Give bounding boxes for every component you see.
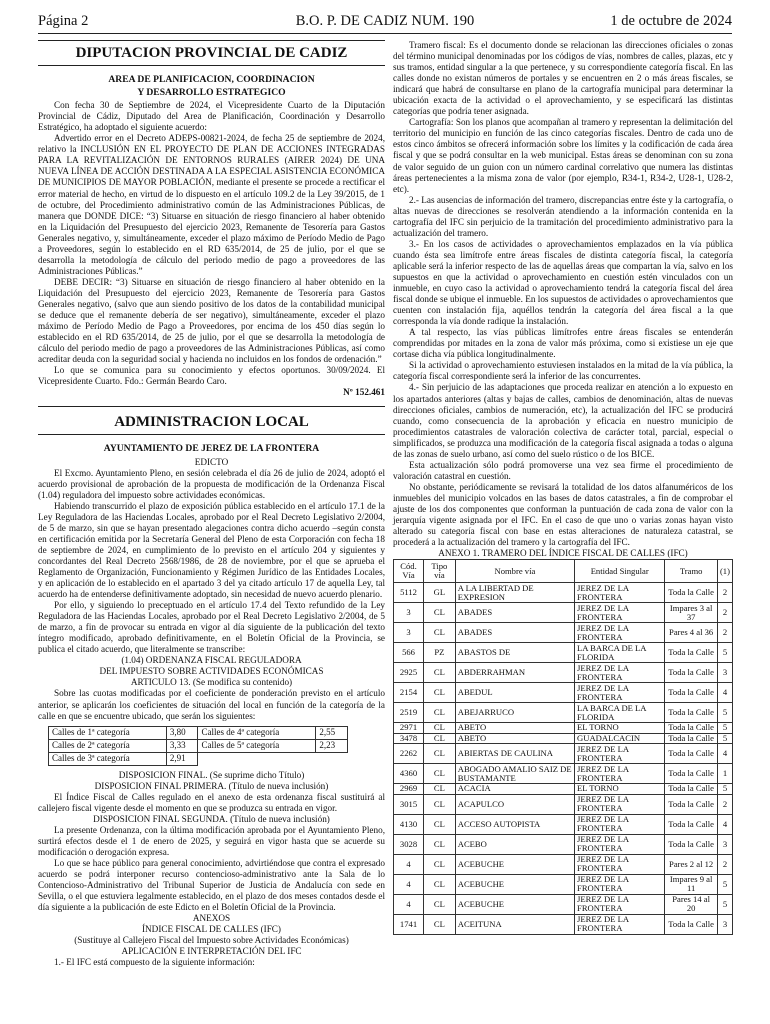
paragraph: 2.- Las ausencias de información del tramero, discrepancias entre éste y la cartografía, o altas nuevas de direcciones se resolverán atendiendo a la información contenida en la cartografía del IFC sin perjuicio de la tramitación del procedimiento administrativo para la actualización del tramero.	[393, 194, 733, 238]
table-cell: 5	[717, 643, 732, 663]
paragraph: Lo que se hace público para general conocimiento, advirtiéndose que contra el expresado acuerdo se podrá interponer recurso contencioso-administrativo ante la Sala de lo Contencioso-Administrativo del Tribunal Superior de Justicia de Andalucía con sede en Sevilla, o el que estuviera legalmente establecido, en el plazo de dos meses contados desde el día siguiente a la publicación de este Edicto en el Boletín Oficial de la Provincia.	[38, 858, 385, 913]
table-cell: 1	[717, 764, 732, 784]
annex-subheading: ÍNDICE FISCAL DE CALLES (IFC)	[141, 924, 281, 935]
table-cell: LA BARCA DE LA FLORIDA	[575, 643, 665, 663]
table-cell: ACEBUCHE	[455, 854, 574, 874]
ayuntamiento-title: AYUNTAMIENTO DE JEREZ DE LA FRONTERA	[103, 443, 320, 455]
table-cell: 2	[717, 623, 732, 643]
table-row	[394, 834, 733, 854]
table-cell: ACEBO	[455, 834, 574, 854]
table-cell: ABIERTAS DE CAULINA	[455, 744, 574, 764]
table-cell: CL	[424, 733, 456, 744]
table-cell: JEREZ DE LA FRONTERA	[575, 894, 665, 914]
table-row	[394, 914, 733, 934]
table-cell: 3	[717, 834, 732, 854]
paragraph: Con fecha 30 de Septiembre de 2024, el Vicepresidente Cuarto de la Diputación Provincial de Cádiz, Diputado del Area de Planificación, Coordinación y Desarrollo Estratégico, ha adoptado el siguiente acuerdo:	[38, 100, 385, 133]
table-cell: 2262	[394, 744, 424, 764]
table-row	[49, 726, 348, 739]
table-cell: 4360	[394, 764, 424, 784]
paragraph: Sobre las cuotas modificadas por el coeficiente de ponderación previsto en el artículo anterior, se aplicarán los coeficientes de situación del local en función de la categoría de la calle en que se encuentre ubicado, que serán los siguientes:	[38, 688, 385, 721]
table-cell: CL	[424, 603, 456, 623]
table-cell	[198, 752, 316, 765]
paragraph: 4.- Sin perjuicio de las adaptaciones que proceda realizar en atención a lo expuesto en los apartados anteriores (altas y bajas de calles, cambios de denominación, altas de nuevas direcciones oficiales, cambios de numeración, etc), la actualización del IFC se producirá cuando, como consecuencia de la aprobación y eficacia en nuestro municipio de procedimientos catastrales de valoración colectiva de carácter total, parcial, especial o simplificados, se produzca una modificación de la categoría fiscal asignada a todas o alguna de las zonas de suelo urbano, así como del suelo rústico o de los BICE.	[393, 382, 733, 459]
table-cell: ACAPULCO	[455, 794, 574, 814]
table-cell: Toda la Calle	[665, 744, 718, 764]
column-header: Entidad Singular	[575, 560, 665, 583]
paragraph: Si la actividad o aprovechamiento estuviesen instalados en la mitad de la vía pública, la categoría fiscal correspondiente será la inferior de las concurrentes.	[393, 360, 733, 382]
paragraph: El Excmo. Ayuntamiento Pleno, en sesión celebrada el día 26 de julio de 2024, adoptó el acuerdo provisional de aprobación de la propuesta de modificación de la Ordenanza Fiscal (1.04) reguladora del impuesto sobre actividades económicas.	[38, 467, 385, 500]
column-header: (1)	[717, 560, 732, 583]
table-row	[394, 663, 733, 683]
table-cell: 4130	[394, 814, 424, 834]
announcement-number-row	[38, 387, 385, 398]
table-cell: Toda la Calle	[665, 683, 718, 703]
column-header: Nombre vía	[455, 560, 574, 583]
paragraph: 1.- El IFC está compuesto de la siguiente información:	[54, 957, 255, 968]
table-row	[394, 874, 733, 894]
paragraph: Por ello, y siguiendo lo preceptuado en el artículo 17.4 del Texto refundido de la Ley Reguladora de las Haciendas Locales, aprobado por el Real Decreto Legislativo 2/2004, de 5 de marzo, a fin de provocar su entrada en vigor al día siguiente de la publicación del texto íntegro modificado, aprobado definitivamente, en el Boletín Oficial de la Provincia, se publica el citado acuerdo, que literalmente se transcribe:	[38, 600, 385, 655]
table-cell: ABEJARRUCO	[455, 703, 574, 723]
table-cell: 4	[717, 744, 732, 764]
table-row	[394, 733, 733, 744]
paragraph: 3.- En los casos de actividades o aprovechamientos emplazados en la vía pública cuando ésta sea limítrofe entre áreas fiscales de distinta categoría fiscal, la categoría aplicable será la inferior respecto de las de aquellas áreas que compartan la vía, salvo en los supuestos en que la actividad o aprovechamiento en cuestión estén vinculados con un inmueble, en cuyo caso la actividad o aprovechamiento tendrá la categoría fiscal del área fiscal donde se ubique el inmueble. En los supuestos de actividades o aprovechamientos que cuenten con instalación fija, aquéllos tendrán la categoría del área fiscal a la que corresponda la vía donde radique la instalación.	[393, 238, 733, 327]
table-cell: 3	[717, 663, 732, 683]
table-cell: Calles de 3ª categoría	[49, 752, 167, 765]
table-cell: Pares 4 al 36	[665, 623, 718, 643]
area-title-line1: AREA DE PLANIFICACION, COORDINACION	[108, 74, 315, 86]
table-cell: CL	[424, 914, 456, 934]
divider	[38, 406, 385, 407]
table-cell: 4	[394, 854, 424, 874]
column-header: Cód. Vía	[394, 560, 424, 583]
ordinance-title-1: (1.04) ORDENANZA FISCAL REGULADORA	[121, 655, 302, 666]
table-row	[394, 744, 733, 764]
table-cell: CL	[424, 794, 456, 814]
table-cell: 3	[394, 623, 424, 643]
table-cell: 4	[394, 874, 424, 894]
table-cell: CL	[424, 874, 456, 894]
table-cell: JEREZ DE LA FRONTERA	[575, 744, 665, 764]
table-cell: Toda la Calle	[665, 643, 718, 663]
table-title: ANEXO 1. TRAMERO DEL ÍNDICE FISCAL DE CALLES (IFC)	[438, 548, 688, 559]
table-cell: ACEITUNA	[455, 914, 574, 934]
paragraph: La presente Ordenanza, con la última modificación aprobada por el Ayuntamiento Pleno, surtirá efectos desde el 1 de enero de 2025, y seguirá en vigor hasta que se acuerde su modificación o derogación expresa.	[38, 824, 385, 857]
annex-note: (Sustituye al Callejero Fiscal del Impuesto sobre Actividades Económicas)	[74, 935, 349, 946]
table-cell: Impares 9 al 11	[665, 874, 718, 894]
table-cell: 2,55	[316, 726, 348, 739]
edicto-title: EDICTO	[194, 456, 229, 467]
paragraph: Cartografía: Son los planos que acompañan al tramero y representan la delimitación del territorio del municipio en función de las cinco categorías fiscales. Dentro de cada uno de estos cinco ámbitos se ofrecerá información sobre los límites y la codificación de cada área fiscal y que se podrá consultar en la web municipal. Estas áreas se denominan con su zona de valor seguido de un guion con un número cardinal correlativo que numera las distintas áreas pertenecientes a la misma zona de valor (por ejemplo, R34-1, R34-2, U28-1, U28-2, etc).	[393, 117, 733, 194]
table-cell: ACEBUCHE	[455, 894, 574, 914]
table-cell: Toda la Calle	[665, 784, 718, 795]
table-cell: ABOGADO AMALIO SAIZ DE BUSTAMANTE	[455, 764, 574, 784]
paragraph: DEBE DECIR: “3) Situarse en situación de riesgo financiero al haber obtenido en la Liquidación del Presupuesto del ejercicio 2023, Remanente de Tesorería para Gastos Generales negativo, (salvo que aun siendo positivo de los datos de la contabilidad municipal se deduce que el remanente debería de ser negativo), simultáneamente, exceder el plazo máximo de Período Medio de Pago a Proveedores, por encima de los 450 días según lo establecido en el RD 635/2014, de 25 de julio, por el que se desarrolla la metodología de cálculo del periodo medio de pago a proveedores de las Administraciones Públicas, así como acreditar deuda con la seguridad social y hacienda no incluidos en los fondos de ordenación.”	[38, 276, 385, 365]
table-cell: 4	[717, 683, 732, 703]
table-cell: Toda la Calle	[665, 583, 718, 603]
annex-subheading: APLICACIÓN E INTERPRETACIÓN DEL IFC	[121, 946, 302, 957]
table-cell: 2	[717, 854, 732, 874]
table-row	[394, 784, 733, 795]
table-cell: ABADES	[455, 603, 574, 623]
table-cell: Toda la Calle	[665, 723, 718, 734]
table-cell: Toda la Calle	[665, 733, 718, 744]
publication-date: 1 de octubre de 2024	[610, 13, 732, 29]
table-cell: JEREZ DE LA FRONTERA	[575, 764, 665, 784]
table-row	[394, 894, 733, 914]
table-cell: Toda la Calle	[665, 814, 718, 834]
table-cell: Pares 2 al 12	[665, 854, 718, 874]
table-row	[394, 583, 733, 603]
paragraph: No obstante, periódicamente se revisará la totalidad de los datos alfanuméricos de los inmuebles del municipio volcados en las bases de datos catastrales, a fin de comprobar el ajuste de los dos componentes que conforman la puntuación de cada zona de valor con la jerarquía vigente asignada por el IFC. En el caso de que uno o varias zonas hayan visto alterado su categoría fiscal con base en estas alteraciones de naturaleza catastral, se procederá a la actualización del tramero y la cartografía del IFC.	[393, 481, 733, 548]
table-cell: 2	[717, 603, 732, 623]
table-cell: CL	[424, 744, 456, 764]
column-header: Tramo	[665, 560, 718, 583]
table-row	[394, 643, 733, 663]
table-row	[394, 764, 733, 784]
table-cell: 3	[394, 603, 424, 623]
ordinance-title-2: DEL IMPUESTO SOBRE ACTIVIDADES ECONÓMICAS	[99, 666, 324, 677]
table-cell: CL	[424, 894, 456, 914]
table-cell: 5	[717, 784, 732, 795]
table-header-row	[394, 560, 733, 583]
table-cell: 2	[717, 794, 732, 814]
table-cell: Calles de 2ª categoría	[49, 739, 167, 752]
disposition-heading: DISPOSICION FINAL SEGUNDA. (Título de nueva inclusión)	[93, 813, 330, 824]
table-row	[394, 703, 733, 723]
table-cell: 2925	[394, 663, 424, 683]
tramero-table	[393, 559, 733, 935]
table-cell: 4	[717, 814, 732, 834]
left-column	[38, 40, 385, 968]
table-cell	[316, 752, 348, 765]
table-cell: Toda la Calle	[665, 834, 718, 854]
table-cell: ACEBUCHE	[455, 874, 574, 894]
paragraph: Lo que se comunica para su conocimiento y efectos oportunos. 30/09/2024. El Vicepresidente Cuarto. Fdo.: Germán Beardo Caro.	[38, 365, 385, 387]
table-cell: 3	[717, 914, 732, 934]
table-row	[394, 854, 733, 874]
annex-heading: ANEXOS	[192, 913, 231, 924]
table-cell: JEREZ DE LA FRONTERA	[575, 854, 665, 874]
table-cell: 5	[717, 894, 732, 914]
table-cell: 2154	[394, 683, 424, 703]
table-cell: JEREZ DE LA FRONTERA	[575, 814, 665, 834]
table-cell: Calles de 5ª categoría	[198, 739, 316, 752]
table-cell: JEREZ DE LA FRONTERA	[575, 834, 665, 854]
table-row	[49, 752, 348, 765]
table-cell: 2,23	[316, 739, 348, 752]
announcement-number: Nº 152.461	[343, 387, 385, 398]
table-cell: JEREZ DE LA FRONTERA	[575, 914, 665, 934]
table-cell: 5	[717, 733, 732, 744]
table-cell: JEREZ DE LA FRONTERA	[575, 794, 665, 814]
table-cell: ABETO	[455, 733, 574, 744]
table-cell: 5	[717, 703, 732, 723]
table-cell: 1741	[394, 914, 424, 934]
table-cell: CL	[424, 784, 456, 795]
table-row	[49, 739, 348, 752]
table-cell: 2	[717, 583, 732, 603]
table-cell: 3028	[394, 834, 424, 854]
table-cell: ABDERRAHMAN	[455, 663, 574, 683]
table-cell: 3015	[394, 794, 424, 814]
table-cell: CL	[424, 854, 456, 874]
table-cell: GL	[424, 583, 456, 603]
table-cell: JEREZ DE LA FRONTERA	[575, 874, 665, 894]
table-row	[394, 794, 733, 814]
paragraph: Esta actualización sólo podrá promoverse una vez sea firme el procedimiento de valoración catastral en cuestión.	[393, 459, 733, 481]
table-cell: 5112	[394, 583, 424, 603]
table-cell: EL TORNO	[575, 723, 665, 734]
table-cell: 5	[717, 874, 732, 894]
table-cell: ABEDUL	[455, 683, 574, 703]
table-cell: CL	[424, 683, 456, 703]
paragraph: Advertido error en el Decreto ADEPS-00821-2024, de fecha 25 de septiembre de 2024, relativo la INCLUSIÓN EN EL PROYECTO DE PLAN DE ACCIONES INTEGRADAS PARA LA REVITALIZACIÓN DE ENTORNOS RURALES (AIRER 2024) DE UNA NUEVA LÍNEA DE ACCIÓN DESTINADA A LA ESPECIAL ASISTENCIA ECONÓMICA DE MUNICIPIOS DE MAYOR POBLACIÓN, mediante el presente se procede a rectificar el error material de hecho, en virtud de lo dispuesto en el artículo 109.2 de la Ley 39/2015, de 1 de octubre, del Procedimiento administrativo común de las Administraciones Públicas, de manera que DONDE DICE: “3) Situarse en situación de riesgo financiero al haber obtenido en la Liquidación del Presupuesto del ejercicio 2023, Remanente de Tesorería para Gastos Generales negativo, y, simultáneamente, exceder el plazo máximo de Período Medio de Pago a Proveedores, según lo establecido en el RD 635/2014, de 25 de julio, por el que se desarrolla la metodología de cálculo del periodo medio de pago a proveedores de las Administraciones Públicas.”	[38, 133, 385, 276]
table-cell: JEREZ DE LA FRONTERA	[575, 623, 665, 643]
section-title-diputacion: DIPUTACION PROVINCIAL DE CADIZ	[38, 40, 385, 66]
page-number: Página 2	[38, 13, 89, 29]
table-row	[394, 723, 733, 734]
disposition-heading: DISPOSICION FINAL. (Se suprime dicho Título)	[118, 769, 305, 780]
table-cell: 566	[394, 643, 424, 663]
table-cell: Toda la Calle	[665, 764, 718, 784]
table-cell: 5	[717, 723, 732, 734]
table-cell: CL	[424, 834, 456, 854]
table-cell: 2,91	[166, 752, 198, 765]
table-cell: CL	[424, 663, 456, 683]
table-cell: 2971	[394, 723, 424, 734]
table-cell: GUADALCACIN	[575, 733, 665, 744]
table-row	[394, 683, 733, 703]
table-cell: CL	[424, 703, 456, 723]
table-cell: Calles de 4ª categoría	[198, 726, 316, 739]
ordinance-article: ARTICULO 13. (Se modifica su contenido)	[130, 677, 293, 688]
disposition-heading: DISPOSICION FINAL PRIMERA. (Título de nueva inclusión)	[94, 780, 329, 791]
table-cell: 2969	[394, 784, 424, 795]
table-cell: CL	[424, 814, 456, 834]
table-cell: 3,33	[166, 739, 198, 752]
right-column	[393, 40, 733, 935]
table-cell: 3478	[394, 733, 424, 744]
page-header	[38, 13, 732, 34]
table-cell: Pares 14 al 20	[665, 894, 718, 914]
table-cell: Toda la Calle	[665, 794, 718, 814]
table-cell: 4	[394, 894, 424, 914]
table-cell: CL	[424, 764, 456, 784]
table-cell: JEREZ DE LA FRONTERA	[575, 663, 665, 683]
table-cell: ABADES	[455, 623, 574, 643]
table-cell: JEREZ DE LA FRONTERA	[575, 683, 665, 703]
paragraph: Habiendo transcurrido el plazo de exposición pública establecido en el artículo 17.1 de la Ley Reguladora de las Haciendas Locales, aprobado por el Real Decreto Legislativo 2/2004, de 5 de marzo, sin que se hayan presentado alegaciones contra dicho acuerdo –según consta en certificación emitida por la Secretaría General del Pleno de esta Corporación con fecha 18 de septiembre de 2024, en cumplimiento de lo previsto en el artículo 204 y siguientes y concordantes del Real Decreto 2568/1986, de 28 de noviembre, por el que se aprueba el Reglamento de Organización, Funcionamiento y Régimen Jurídico de las Entidades Locales, y en aplicación de lo establecido en el apartado 3 del ya citado artículo 17 de aquella Ley, tal acuerdo ha de entenderse definitivamente adoptado, sin necesidad de nuevo acuerdo plenario.	[38, 500, 385, 600]
table-row	[394, 603, 733, 623]
publication-title: B.O. P. DE CADIZ NUM. 190	[295, 13, 475, 29]
table-cell: JEREZ DE LA FRONTERA	[575, 603, 665, 623]
table-row	[394, 623, 733, 643]
table-cell: Toda la Calle	[665, 663, 718, 683]
table-cell: CL	[424, 623, 456, 643]
column-header: Tipo vía	[424, 560, 456, 583]
table-cell: CL	[424, 723, 456, 734]
section-title-admin-local: ADMINISTRACION LOCAL	[38, 415, 385, 435]
table-cell: 3,80	[166, 726, 198, 739]
paragraph: El Índice Fiscal de Calles regulado en el anexo de esta ordenanza fiscal sustituirá al callejero fiscal vigente desde el momento en que se produzca su entrada en vigor.	[38, 791, 385, 813]
category-coefficients-table	[48, 726, 348, 766]
table-cell: Toda la Calle	[665, 703, 718, 723]
table-cell: A LA LIBERTAD DE EXPRESION	[455, 583, 574, 603]
table-cell: ABASTOS DE	[455, 643, 574, 663]
table-cell: EL TORNO	[575, 784, 665, 795]
table-cell: JEREZ DE LA FRONTERA	[575, 583, 665, 603]
table-cell: LA BARCA DE LA FLORIDA	[575, 703, 665, 723]
table-cell: PZ	[424, 643, 456, 663]
table-cell: Calles de 1ª categoría	[49, 726, 167, 739]
table-cell: Impares 3 al 37	[665, 603, 718, 623]
table-cell: ABETO	[455, 723, 574, 734]
table-cell: ACCESO AUTOPISTA	[455, 814, 574, 834]
area-title-line2: Y DESARROLLO ESTRATEGICO	[137, 87, 286, 99]
table-cell: Toda la Calle	[665, 914, 718, 934]
paragraph: Tramero fiscal: Es el documento donde se relacionan las direcciones oficiales o zonas del término municipal denominadas por los códigos de vías, nombres de calles, plazas, etc y sus tramos, entidad singular a la que pertenece, y su correspondiente categoría fiscal. En las calles donde no existan números de portales y se encuentren en 2 o más áreas fiscales, se indicará que habrá de consultarse en plano de la cartografía municipal para determinar la ubicación exacta de la actividad o el aprovechamiento, y se especificará las distintas categorías que podría tener asignada.	[393, 40, 733, 117]
table-cell: ACACIA	[455, 784, 574, 795]
table-row	[394, 814, 733, 834]
table-cell: 2519	[394, 703, 424, 723]
paragraph: A tal respecto, las vías públicas limítrofes entre áreas fiscales se entenderán comprendidas por mitades en la zona de valor más próxima, como si existiese un eje que cortase dicha vía pública longitudinalmente.	[393, 327, 733, 360]
